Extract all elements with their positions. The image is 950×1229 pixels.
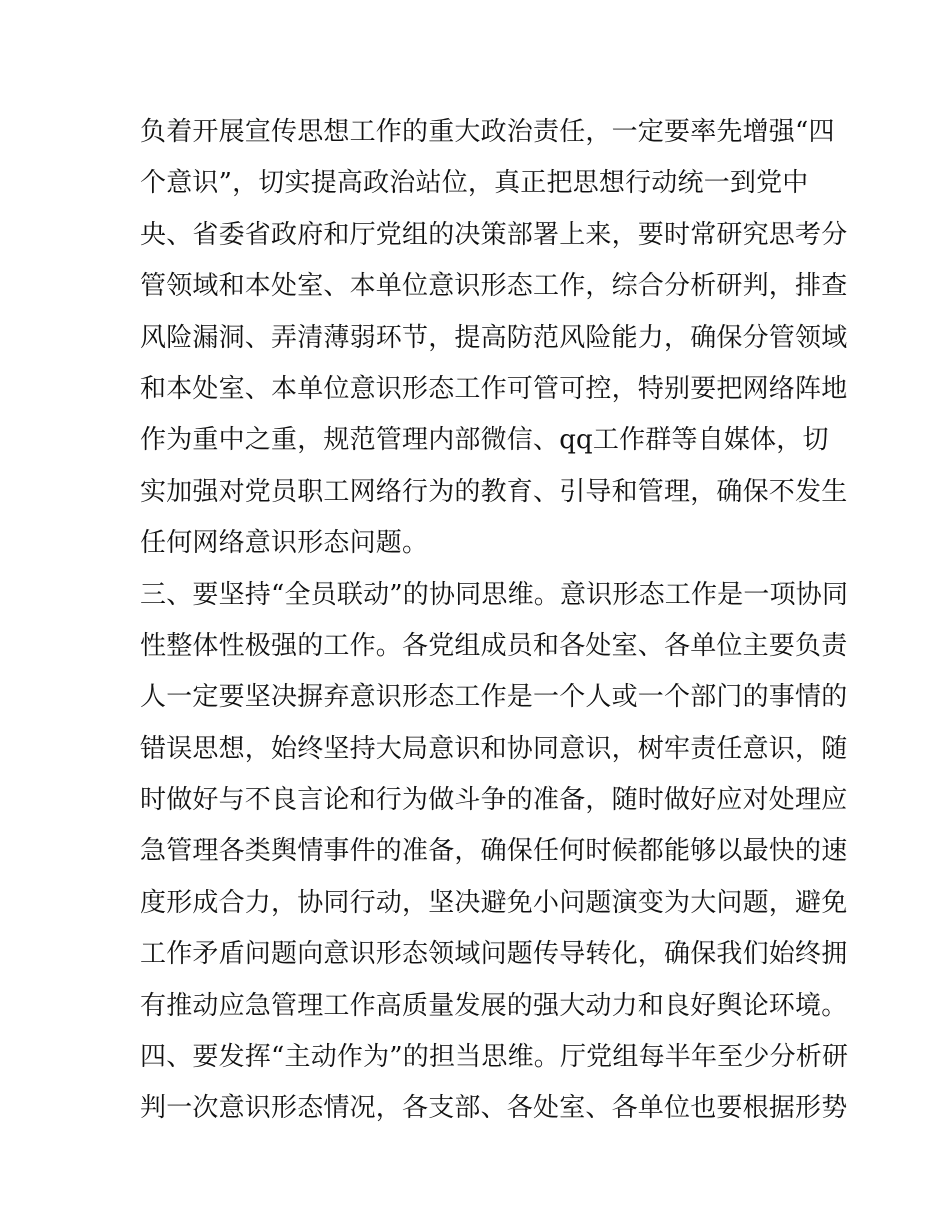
text-line: 实加强对党员职工网络行为的教育、引导和管理，确保不发生 (140, 476, 848, 507)
text-line: 错误思想，始终坚持大局意识和协同意识，树牢责任意识，随 (140, 733, 848, 764)
text-line: 央、省委省政府和厅党组的决策部署上来，要时常研究思考分 (140, 219, 848, 250)
text-line: 判一次意识形态情况，各支部、各处室、各单位也要根据形势 (140, 1093, 848, 1124)
text-line: 人一定要坚决摒弃意识形态工作是一个人或一个部门的事情的 (140, 682, 848, 713)
text-line: 管领域和本处室、本单位意识形态工作，综合分析研判，排查 (140, 271, 848, 302)
text-line: 有推动应急管理工作高质量发展的强大动力和良好舆论环境。 (140, 990, 848, 1021)
text-line: 风险漏洞、弄清薄弱环节，提高防范风险能力，确保分管领域 (140, 322, 848, 353)
text-line: 工作矛盾问题向意识形态领域问题传导转化，确保我们始终拥 (140, 939, 848, 970)
section-heading-line: 三、要坚持“全员联动”的协同思维。意识形态工作是一项协同 (140, 579, 849, 610)
section-heading-line: 四、要发挥“主动作为”的担当思维。厅党组每半年至少分析研 (140, 1042, 849, 1073)
text-line: 个意识”，切实提高政治站位，真正把思想行动统一到党中 (140, 168, 809, 199)
text-line: 急管理各类舆情事件的准备，确保任何时候都能够以最快的速 (140, 836, 848, 867)
text-line: 作为重中之重，规范管理内部微信、qq工作群等自媒体，切 (140, 425, 829, 456)
text-line: 度形成合力，协同行动，坚决避免小问题演变为大问题，避免 (140, 887, 848, 918)
text-line: 负着开展宣传思想工作的重大政治责任，一定要率先增强“四 (140, 117, 835, 147)
text-line: 时做好与不良言论和行为做斗争的准备，随时做好应对处理应 (140, 785, 848, 816)
document-body (140, 107, 849, 1135)
text-line: 任何网络意识形态问题。 (140, 528, 429, 559)
text-line: 和本处室、本单位意识形态工作可管可控，特别要把网络阵地 (140, 373, 848, 404)
text-line: 性整体性极强的工作。各党组成员和各处室、各单位主要负责 (140, 630, 848, 661)
